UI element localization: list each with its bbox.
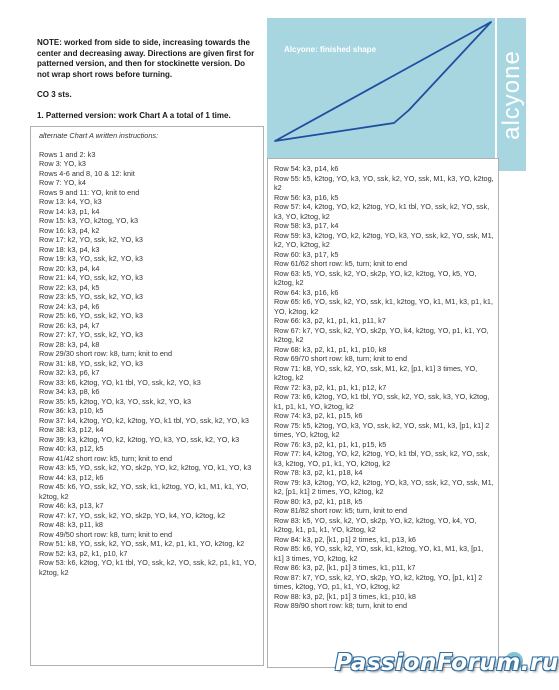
instruction-row: Row 52: k3, p2, k1, p10, k7 — [39, 548, 128, 558]
side-title-strip — [497, 18, 526, 171]
instruction-row: Row 25: k6, YO, ssk, k2, YO, k3 — [39, 311, 143, 320]
instruction-row: Row 66: k3, p2, k1, p1, k1, p11, k7 — [274, 316, 386, 325]
instructions-panel-left — [30, 126, 264, 666]
left-rows-list — [39, 150, 259, 578]
instruction-row: Row 53: k6, k2tog, YO, k1 tbl, YO, ssk, k2, YO, ssk, k2, p1, k1, YO, k2tog, k2 — [39, 558, 257, 577]
instructions-panel-right — [267, 158, 499, 668]
pattern-name-title: alcyone — [497, 49, 525, 140]
instruction-row: Row 36: k3, p10, k5 — [39, 406, 104, 415]
instruction-row: Row 89/90 short row: k8; turn, knit to end — [274, 601, 408, 610]
instruction-row: Row 55: k5, k2tog, YO, k3, YO, ssk, k2, YO, ssk, M1, k3, YO, k2tog, k2 — [274, 173, 494, 192]
instruction-row: Row 45: k6, YO, ssk, k2, YO, ssk, k1, k2tog, YO, k1, M1, k1, YO, k2tog, k2 — [39, 482, 249, 501]
instruction-row: Row 18: k3, p4, k3 — [39, 244, 100, 254]
instruction-row: Row 75: k5, k2tog, YO, k3, YO, ssk, k2, YO, ssk, M1, k3, [p1, k1] 2 times, YO, k2tog, k2 — [274, 420, 490, 439]
instruction-row: Row 24: k3, p4, k6 — [39, 301, 100, 311]
instruction-row: Row 56: k3, p16, k5 — [274, 192, 339, 202]
instruction-row: Row 61/62 short row: k5, turn; knit to end — [274, 259, 408, 268]
instruction-row: Row 26: k3, p4, k7 — [39, 320, 100, 330]
instruction-row: Row 73: k6, k2tog, YO, k1 tbl, YO, ssk, k2, YO, ssk, k3, YO, k2tog, k1, p1, k1, YO, k2tog, k2 — [274, 392, 490, 411]
instruction-row: Row 16: k3, p4, k2 — [39, 225, 100, 235]
cast-on-paragraph: CO 3 sts. — [37, 90, 72, 100]
instruction-row: Row 14: k3, p1, k4 — [39, 206, 100, 216]
instruction-row: Row 3: YO, k3 — [39, 159, 86, 168]
instructions-heading: alternate Chart A written instructions: — [39, 131, 159, 140]
instruction-row: Row 22: k3, p4, k5 — [39, 282, 100, 292]
watermark-logo: PassionForum.ru — [335, 650, 559, 676]
shawl-outline-shape — [275, 22, 491, 141]
instructions-left-content — [39, 131, 259, 577]
finished-shape-panel — [267, 18, 495, 171]
instruction-row: Row 34: k3, p8, k6 — [39, 387, 100, 396]
instruction-row: Row 51: k8, YO, ssk, k2, YO, ssk, M1, k2, p1, k1, YO, k2tog, k2 — [39, 539, 245, 548]
instruction-row: Row 47: k7, YO, ssk, k2, YO, sk2p, YO, k4, YO, k2tog, k2 — [39, 510, 226, 520]
finished-shape-diagram — [267, 18, 495, 171]
instruction-row: Row 67: k7, YO, ssk, k2, YO, sk2p, YO, k4, k2tog, YO, p1, k1, YO, k2tog, k2 — [274, 325, 489, 344]
instruction-row: Row 72: k3, p2, k1, p1, k1, p12, k7 — [274, 382, 387, 392]
right-rows-list — [274, 164, 494, 611]
instruction-row: Row 79: k3, k2tog, YO, k2, k2tog, YO, k3, YO, ssk, k2, YO, ssk, M1, k2, [p1, k1] 2 times, YO, k2tog, k2 — [274, 477, 494, 496]
note-block — [37, 38, 259, 132]
instruction-row: Row 44: k3, p12, k6 — [39, 472, 104, 482]
instruction-row: Rows 9 and 11: YO, knit to end — [39, 187, 140, 197]
instruction-row: Row 27: k7, YO, ssk, k2, YO, k3 — [39, 330, 143, 339]
instruction-row: Row 63: k5, YO, ssk, k2, YO, sk2p, YO, k2, k2tog, YO, k5, YO, k2tog, k2 — [274, 268, 477, 287]
instruction-row: Row 87: k7, YO, ssk, k2, YO, sk2p, YO, k2, k2tog, YO, [p1, k1] 2 times, k2tog, YO, p1, k1, YO, k2tog, k2 — [274, 572, 483, 591]
instruction-row: Row 46: k3, p13, k7 — [39, 501, 104, 510]
instruction-row: Row 43: k5, YO, ssk, k2, YO, sk2p, YO, k2, k2tog, YO, k1, YO, k3 — [39, 463, 252, 472]
instruction-row: Row 17: k2, YO, ssk, k2, YO, k3 — [39, 235, 143, 244]
instruction-row: Row 74: k3, p2, k1, p15, k6 — [274, 411, 363, 420]
instruction-row: Row 71: k8, YO, ssk, k2, YO, ssk, M1, k2, [p1, k1] 3 times, YO, k2tog, k2 — [274, 363, 478, 382]
instruction-row: Row 7: YO, k4 — [39, 178, 86, 187]
instruction-row: Row 13: k4, YO, k3 — [39, 197, 102, 206]
instruction-row: Row 65: k6, YO, ssk, k2, YO, ssk, k1, k2tog, YO, k1, M1, k3, p1, k1, YO, k2tog, k2 — [274, 297, 493, 316]
instruction-row: Row 60: k3, p17, k5 — [274, 249, 339, 259]
instruction-row: Row 15: k3, YO, k2tog, YO, k3 — [39, 216, 139, 225]
instruction-row: Row 77: k4, k2tog, YO, k2, k2tog, YO, k1 tbl, YO, ssk, k2, YO, ssk, k3, k2tog, YO, p1, k1, YO, k2tog, k2 — [274, 449, 490, 468]
instruction-row: Row 84: k3, p2, [k1, p1] 2 times, k1, p13, k6 — [274, 534, 416, 544]
instruction-row: Row 64: k3, p16, k6 — [274, 287, 339, 297]
instruction-row: Row 49/50 short row: k8, turn; knit to end — [39, 529, 173, 539]
instruction-row: Row 83: k5, YO, ssk, k2, YO, sk2p, YO, k2, k2tog, YO, k4, YO, k2tog, k1, p1, k1, YO, k2tog, k2 — [274, 515, 477, 534]
instruction-row: Row 40: k3, p12, k5 — [39, 444, 104, 453]
instruction-row: Row 88: k3, p2, [k1, p1] 3 times, k1, p10, k8 — [274, 591, 416, 601]
instruction-row: Row 37: k4, k2tog, YO, k2, k2tog, YO, k1 tbl, YO, ssk, k2, YO, k3 — [39, 415, 249, 425]
instruction-row: Row 58: k3, p17, k4 — [274, 221, 339, 230]
instruction-row: Row 41/42 short row: k5, turn; knit to end — [39, 453, 173, 463]
instruction-row: Row 54: k3, p14, k6 — [274, 164, 339, 173]
instruction-row: Row 78: k3, p2, k1, p18, k4 — [274, 468, 363, 477]
instruction-row: Rows 4-6 and 8, 10 & 12: knit — [39, 168, 135, 178]
instruction-row: Row 39: k3, k2tog, YO, k2, k2tog, YO, k3, YO, ssk, k2, YO, k3 — [39, 434, 240, 444]
patterned-version-paragraph: 1. Patterned version: work Chart A a total of 1 time. — [37, 110, 231, 120]
instruction-row: Row 20: k3, p4, k4 — [39, 263, 100, 273]
instruction-row: Row 33: k6, k2tog, YO, k1 tbl, YO, ssk, k2, YO, k3 — [39, 377, 201, 387]
instruction-row: Row 28: k3, p4, k8 — [39, 339, 100, 349]
note-paragraph: NOTE: worked from side to side, increasing towards the center and decreasing away. Directions are given first for patterned version, and then for stockinette version. Do not wrap short rows before turning. — [37, 38, 255, 79]
instruction-row: Row 35: k5, k2tog, YO, k3, YO, ssk, k2, YO, k3 — [39, 396, 192, 406]
instructions-right-content — [274, 164, 494, 611]
instruction-row: Row 85: k6, YO, ssk, k2, YO, ssk, k1, k2tog, YO, k1, M1, k3, [p1, k1] 3 times, YO, k2tog, k2 — [274, 544, 484, 563]
instruction-row: Row 32: k3, p6, k7 — [39, 368, 100, 377]
instruction-row: Row 23: k5, YO, ssk, k2, YO, k3 — [39, 292, 143, 301]
instruction-row: Row 69/70 short row: k8, turn; knit to end — [274, 354, 408, 363]
instruction-row: Row 21: k4, YO, ssk, k2, YO, k3 — [39, 273, 143, 282]
instruction-row: Row 68: k3, p2, k1, p1, k1, p10, k8 — [274, 344, 387, 354]
instruction-row: Row 29/30 short row: k8, turn; knit to end — [39, 349, 173, 358]
instruction-row: Row 81/82 short row: k5; turn, knit to end — [274, 506, 408, 515]
instruction-row: Row 31: k8, YO, ssk, k2, YO, k3 — [39, 358, 143, 368]
instruction-row: Row 86: k3, p2, [k1, p1] 3 times, k1, p11, k7 — [274, 563, 416, 572]
instruction-row: Row 48: k3, p11, k8 — [39, 520, 103, 529]
instruction-row: Row 19: k3, YO, ssk, k2, YO, k3 — [39, 254, 143, 263]
instruction-row: Row 76: k3, p2, k1, p1, k1, p15, k5 — [274, 439, 387, 449]
instruction-row: Row 57: k4, k2tog, YO, k2, k2tog, YO, k1 tbl, YO, ssk, k2, YO, ssk, k3, YO, k2tog, k2 — [274, 202, 490, 221]
instruction-row: Rows 1 and 2: k3 — [39, 149, 96, 159]
instruction-row: Row 59: k3, k2tog, YO, k2, k2tog, YO, k3, YO, ssk, k2, YO, ssk, M1, k2, YO, k2tog, k2 — [274, 230, 494, 249]
instruction-row: Row 38: k3, p12, k4 — [39, 425, 104, 434]
finished-shape-title: Alcyone: finished shape — [284, 45, 377, 54]
instruction-row: Row 80: k3, p2, k1, p18, k5 — [274, 496, 363, 506]
